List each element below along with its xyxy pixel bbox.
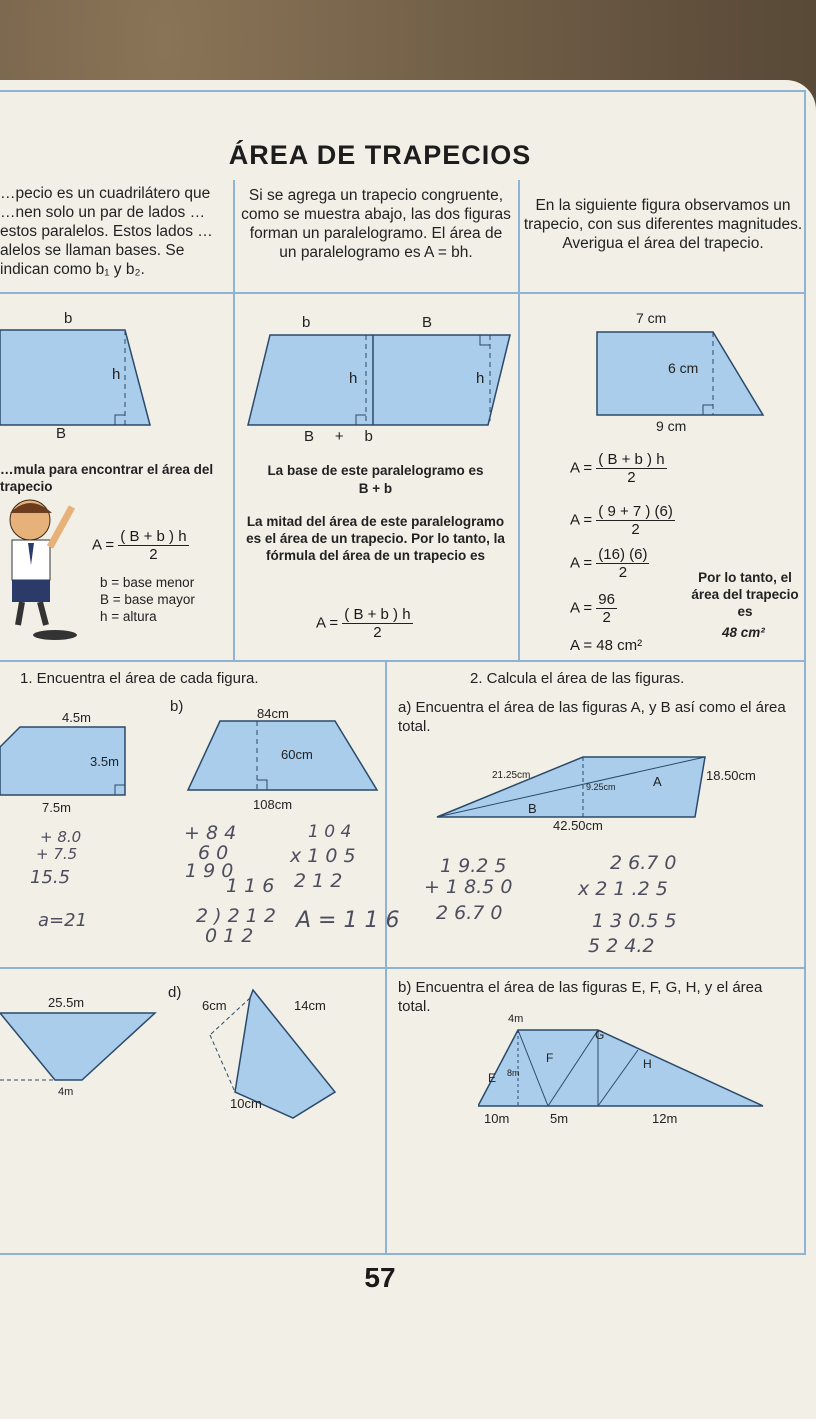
label-1d-a: 6cm [202, 998, 227, 1013]
label-base-sum: B + b [304, 428, 373, 445]
definition-h: h = altura [100, 609, 157, 624]
label-2a-bottom: 42.50cm [553, 818, 603, 833]
definition-B: B = base mayor [100, 592, 195, 607]
label-h: h [112, 366, 121, 383]
solution-step-4: A = $\frac{96}{2}$ [570, 591, 615, 626]
label-h: h [476, 370, 485, 387]
label-2a-right: 18.50cm [706, 768, 756, 783]
intro-col3: En la siguiente figura observamos un trapecio, con sus diferentes magnitudes. Averigua el área del trapecio. [523, 197, 803, 252]
page-number: 57 [364, 1262, 396, 1293]
label-1a-bottom: 7.5m [42, 800, 71, 815]
label-2a-height: 9.25cm [586, 782, 616, 792]
figure-1c [0, 1010, 160, 1085]
figure-2b [478, 1028, 768, 1110]
label-2b-b3: 12m [652, 1111, 678, 1126]
handwriting: 1 0 4 [308, 822, 352, 842]
handwriting: x 2 1 .2 5 [578, 878, 668, 900]
handwriting: 2 ) 2 1 2 [196, 905, 276, 927]
base-text: La base de este paralelogramo es [267, 463, 484, 478]
label-2b-F: F [546, 1051, 554, 1065]
handwriting: a=21 [38, 910, 88, 931]
label-2b-H: H [643, 1057, 652, 1071]
intro-col1: …pecio es un cuadrilátero que …nen solo un par de lados …estos paralelos. Estos lados …alelos se llaman bases. Se indican como b₁ y b₂. [0, 185, 213, 278]
handwriting: 15.5 [30, 867, 71, 888]
solution-step-3: A = $\frac{(16) (6)}{2}$ [570, 546, 648, 581]
page-title: ÁREA DE TRAPECIOS [228, 140, 532, 170]
solution-result: A = 48 cm² [570, 637, 643, 654]
half-area-text: La mitad del área de este paralelogramo es el área de un trapecio. Por lo tanto, la fórmula del área de un trapecio es [246, 514, 505, 563]
label-2b-top: 4m [508, 1013, 524, 1025]
label-2a-B: B [528, 801, 537, 816]
handwriting: x 1 0 5 [290, 845, 356, 867]
handwriting: + 1 8.5 0 [424, 876, 513, 898]
divider [0, 967, 806, 969]
label-b: b [302, 314, 311, 331]
formula-caption: …mula para encontrar el área del trapecio [0, 462, 214, 494]
label-2b-G: G [595, 1028, 605, 1042]
label-2b-b2: 5m [550, 1111, 569, 1126]
conclusion-value: 48 cm² [722, 625, 765, 640]
label-7cm: 7 cm [636, 310, 667, 326]
handwriting: + 7.5 [36, 845, 78, 863]
handwriting: 2 6.7 0 [610, 852, 677, 874]
label-1b: b) [170, 698, 184, 715]
definition-b: b = base menor [100, 575, 195, 590]
handwriting: 2 1 2 [294, 870, 343, 892]
handwriting: 0 1 2 [205, 925, 254, 947]
label-1d-c: 10cm [230, 1096, 262, 1111]
label-6cm: 6 cm [668, 360, 699, 376]
exercise2b-prompt: b) Encuentra el área de las figuras E, F, G, H, y el área total. [398, 979, 763, 1015]
label-1b-top: 84cm [257, 706, 289, 721]
handwriting: 2 6.7 0 [436, 902, 503, 924]
solution-step-1: A = $\frac{( B + b ) h}{2}$ [570, 451, 665, 486]
solution-step-2: A = $\frac{( 9 + 7 ) (6)}{2}$ [570, 503, 673, 538]
handwriting: 1 3 0.5 5 [592, 910, 677, 932]
exercise1-title: 1. Encuentra el área de cada figura. [20, 670, 259, 687]
label-1b-height: 60cm [281, 747, 313, 762]
label-1b-bottom: 108cm [253, 797, 293, 812]
label-2a-top: 21.25cm [492, 770, 531, 781]
handwriting: 1 9.2 5 [440, 855, 507, 877]
exercise2a-prompt: a) Encuentra el área de las figuras A, y B así como el área total. [398, 699, 786, 735]
label-1a-side: 3.5m [90, 754, 119, 769]
handwriting: + 8 4 [184, 822, 237, 844]
label-9cm: 9 cm [656, 418, 687, 434]
label-B: B [422, 314, 433, 331]
label-1d: d) [168, 984, 182, 1001]
label-B: B [56, 425, 67, 442]
handwriting: 1 1 6 [226, 875, 275, 897]
divider [0, 292, 806, 294]
trapezoid-area-formula: A = $\frac{( B + b ) h}{2}$ [92, 528, 187, 563]
conclusion-text: Por lo tanto, el área del trapecio es [691, 570, 799, 619]
divider [385, 660, 387, 1255]
label-2b-height: 8m [507, 1068, 520, 1078]
label-2b-b1: 10m [484, 1111, 510, 1126]
label-b: b [64, 310, 73, 327]
handwriting: 5 2 4.2 [588, 935, 655, 957]
divider [233, 180, 235, 660]
label-1c-bottom: 4m [58, 1086, 74, 1098]
handwriting: + 8.0 [40, 828, 82, 846]
exercise2-title: 2. Calcula el área de las figuras. [470, 670, 685, 687]
label-2a-A: A [653, 774, 662, 789]
label-2b-E: E [488, 1071, 497, 1085]
derived-formula: A = $\frac{( B + b ) h}{2}$ [316, 606, 411, 641]
divider [518, 180, 520, 660]
intro-col2: Si se agrega un trapecio congruente, como se muestra abajo, las dos figuras forman un paralelogramo. El área de un paralelogramo es A = bh. [241, 187, 511, 261]
figure-2a [435, 755, 707, 820]
handwriting: 1 9 0 [185, 860, 234, 882]
label-1c-top: 25.5m [48, 995, 85, 1010]
label-h: h [349, 370, 358, 387]
base-sum-text: B + b [358, 481, 393, 496]
mascot-illustration [0, 495, 95, 645]
label-1a-top: 4.5m [62, 710, 91, 725]
handwriting: 6 0 [198, 842, 229, 864]
label-1d-b: 14cm [294, 998, 326, 1013]
handwriting: A = 1 1 6 [296, 908, 400, 933]
divider [0, 660, 806, 662]
